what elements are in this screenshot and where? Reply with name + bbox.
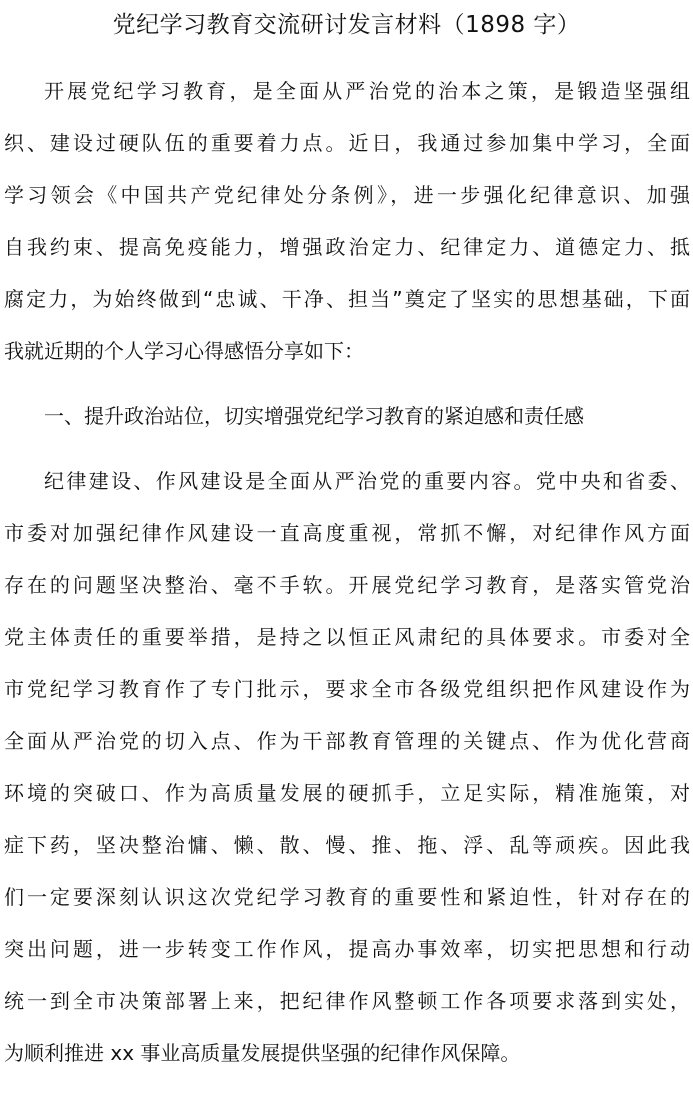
paragraph-1-line-5: 腐定力，为始终做到“忠诚、干净、担当”奠定了坚实的思想基础，下面: [4, 287, 690, 311]
paragraph-2-line-11: 统一到全市决策部署上来，把纪律作风整顿工作各项要求落到实处，: [4, 989, 690, 1013]
paragraph-2-line-8: 症下药，坚决整治慵、懒、散、慢、推、拖、浮、乱等顽疾。因此我: [4, 833, 690, 857]
paragraph-2-line-6: 全面从严治党的切入点、作为干部教育管理的关键点、作为优化营商: [4, 729, 690, 753]
paragraph-2-line-10: 突出问题，进一步转变工作作风，提高办事效率，切实把思想和行动: [4, 937, 690, 961]
paragraph-2-line-7: 环境的突破口、作为高质量发展的硬抓手，立足实际，精准施策，对: [4, 781, 690, 805]
paragraph-1-line-3: 学习领会《中国共产党纪律处分条例》，进一步强化纪律意识、加强: [4, 183, 690, 207]
paragraph-1-line-2: 织、建设过硬队伍的重要着力点。近日，我通过参加集中学习，全面: [4, 131, 690, 155]
paragraph-2-line-1: 纪律建设、作风建设是全面从严治党的重要内容。党中央和省委、: [44, 469, 690, 493]
paragraph-2-line-2: 市委对加强纪律作风建设一直高度重视，常抓不懈，对纪律作风方面: [4, 521, 690, 545]
paragraph-2-line-3: 存在的问题坚决整治、毫不手软。开展党纪学习教育，是落实管党治: [4, 573, 690, 597]
document-title: 党纪学习教育交流研讨发言材料（1898 字）: [112, 12, 581, 38]
section-heading-1: 一、提升政治站位，切实增强党纪学习教育的紧迫感和责任感: [44, 404, 584, 428]
paragraph-2-line-4: 党主体责任的重要举措，是持之以恒正风肃纪的具体要求。市委对全: [4, 625, 690, 649]
paragraph-1-line-4: 自我约束、提高免疫能力，增强政治定力、纪律定力、道德定力、抵: [4, 235, 690, 259]
paragraph-1-line-6: 我就近期的个人学习心得感悟分享如下：: [4, 339, 364, 363]
paragraph-2-line-12: 为顺利推进 xx 事业高质量发展提供坚强的纪律作风保障。: [4, 1041, 521, 1065]
paragraph-2-line-9: 们一定要深刻认识这次党纪学习教育的重要性和紧迫性，针对存在的: [4, 885, 690, 909]
paragraph-2-line-5: 市党纪学习教育作了专门批示，要求全市各级党组织把作风建设作为: [4, 677, 690, 701]
paragraph-1-line-1: 开展党纪学习教育，是全面从严治党的治本之策，是锻造坚强组: [44, 79, 690, 103]
